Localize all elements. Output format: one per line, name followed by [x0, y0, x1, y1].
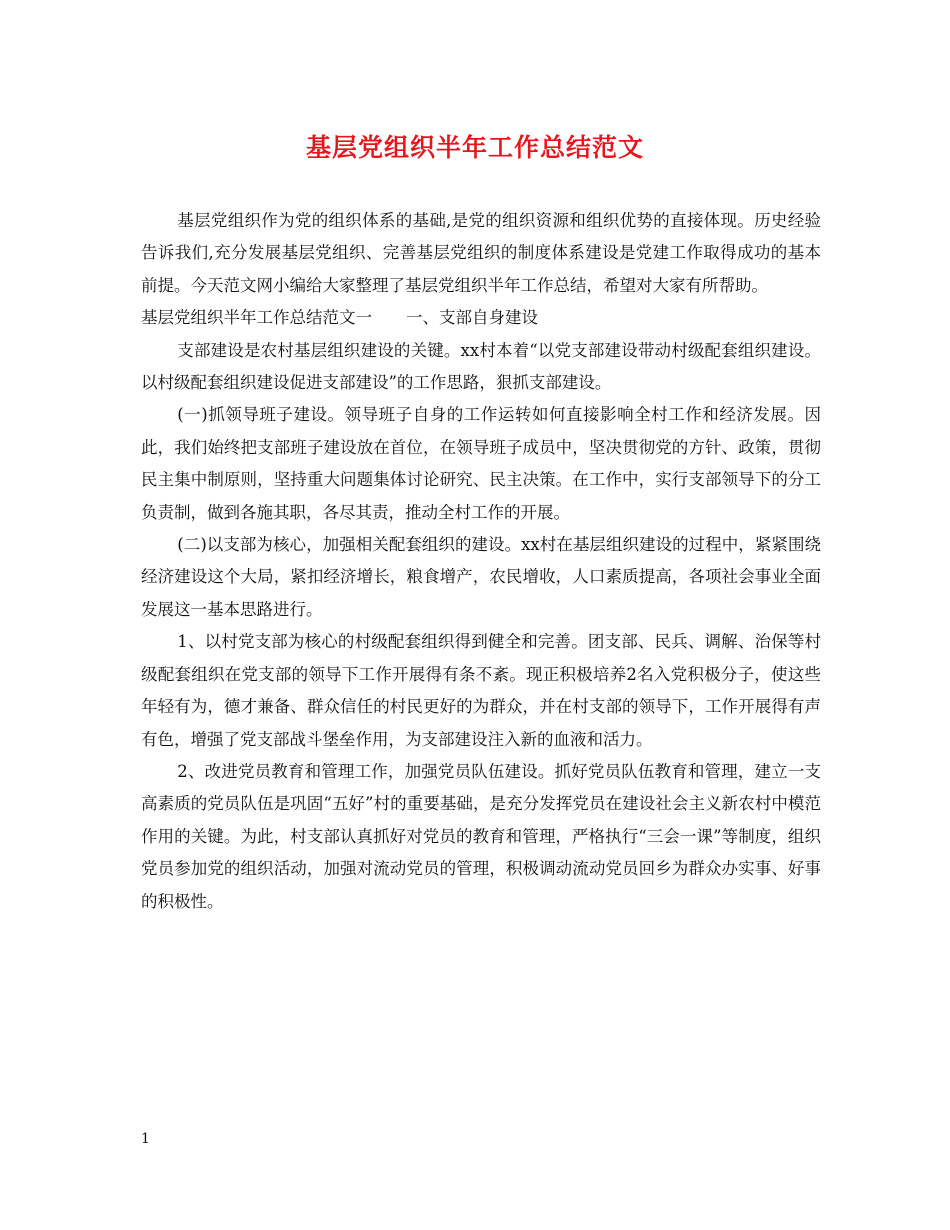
paragraph-branch-building: 支部建设是农村基层组织建设的关键。xx村本着“以党支部建设带动村级配套组织建设。以村级配套组织建设促进支部建设”的工作思路，狠抓支部建设。	[141, 340, 821, 393]
document-title: 基层党组织半年工作总结范文	[305, 133, 644, 162]
document-body	[141, 205, 821, 918]
paragraph-item-2: 2、改进党员教育和管理工作，加强党员队伍建设。抓好党员队伍教育和管理，建立一支高素质的党员队伍是巩固“五好”村的重要基础，是充分发挥党员在建设社会主义新农村中模范作用的关键。为此，村支部认真抓好对党员的教育和管理，严格执行“三会一课”等制度，组织党员参加党的组织活动，加强对流动党员的管理，积极调动流动党员回乡为群众办实事、好事的积极性。	[141, 761, 821, 911]
paragraph-core: (二)以支部为核心，加强相关配套组织的建设。xx村在基层组织建设的过程中，紧紧围绕经济建设这个大局，紧扣经济增长，粮食增产，农民增收，人口素质提高，各项社会事业全面发展这一基本思路进行。	[141, 535, 821, 619]
article-heading: 基层党组织半年工作总结范文一	[141, 308, 372, 328]
section-heading: 一、支部自身建设	[406, 308, 538, 328]
paragraph-intro: 基层党组织作为党的组织体系的基础,是党的组织资源和组织优势的直接体现。历史经验告诉我们,充分发展基层党组织、完善基层党组织的制度体系建设是党建工作取得成功的基本前提。今天范文网小编给大家整理了基层党组织半年工作总结，希望对大家有所帮助。	[141, 211, 821, 295]
page-number: 1	[141, 1131, 150, 1147]
paragraph-item-1: 1、以村党支部为核心的村级配套组织得到健全和完善。团支部、民兵、调解、治保等村级配套组织在党支部的领导下工作开展得有条不紊。现正积极培养2名入党积极分子，使这些年轻有为，德才兼备、群众信任的村民更好的为群众，并在村支部的领导下，工作开展得有声有色，增强了党支部战斗堡垒作用，为支部建设注入新的血液和活力。	[141, 632, 821, 749]
paragraph-leadership: (一)抓领导班子建设。领导班子自身的工作运转如何直接影响全村工作和经济发展。因此，我们始终把支部班子建设放在首位，在领导班子成员中，坚决贯彻党的方针、政策，贯彻民主集中制原则，坚持重大问题集体讨论研究、民主决策。在工作中，实行支部领导下的分工负责制，做到各施其职，各尽其责，推动全村工作的开展。	[141, 405, 821, 522]
section-heading-line	[141, 302, 821, 334]
